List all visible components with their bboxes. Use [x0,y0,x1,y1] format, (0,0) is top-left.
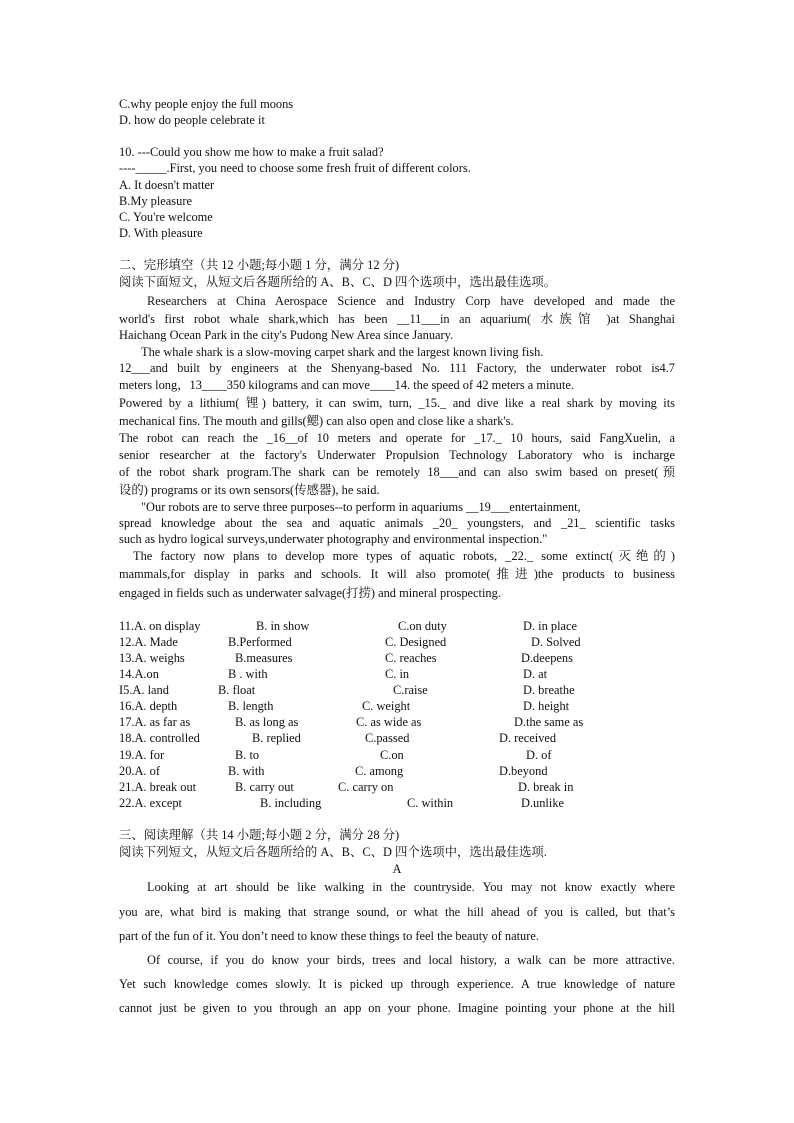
cloze-option: D. of [526,748,552,762]
cloze-line: meters long，13____350 kilograms and can move____14. the speed of 42 meters a minute. [119,378,574,392]
cloze-option: B. in show [256,619,310,633]
cloze-line: Powered by a lithium( 锂) battery, it can swim, turn, _15._ and dive like a real shark by moving its [119,396,675,410]
q10-option-b: B.My pleasure [119,194,192,208]
cloze-option: B.measures [235,651,293,665]
q10-rest: .First, you need to choose some fresh fruit of different colors. [166,161,471,175]
cloze-option: C. as wide as [356,715,422,729]
q9-option-d: D. how do people celebrate it [119,113,265,127]
reading-line: Yet such knowledge comes slowly. It is picked up through experience. A true knowledge of nature [119,977,675,991]
cloze-option: C. within [407,796,454,810]
q10-answer-line [119,161,471,176]
cloze-option: D. at [523,667,548,681]
q10-option-d: D. With pleasure [119,226,203,240]
cloze-option: 14.A.on [119,667,159,681]
cloze-line: engaged in fields such as underwater salvage(打捞) and mineral prospecting. [119,586,501,600]
cloze-option: B. float [218,683,256,697]
cloze-option: D. Solved [531,635,581,649]
reading-line: part of the fun of it. You don’t need to know these things to feel the beauty of nature. [119,929,539,943]
cloze-option: D. breathe [523,683,575,697]
cloze-option: B.Performed [228,635,292,649]
q10-blank: _____ [135,161,167,175]
cloze-option: B. replied [252,731,301,745]
cloze-line: mammals,for display in parks and schools. It will also promote(推进)the products to business [119,567,675,581]
passage-label: A [392,862,402,876]
cloze-option: D.deepens [521,651,573,665]
cloze-option: D.the same as [514,715,584,729]
cloze-option: C. weight [362,699,411,713]
cloze-line: of the robot shark program.The shark can be remotely 18___and can also swim based on preset(预 [119,465,675,479]
cloze-option: I5.A. land [119,683,169,697]
cloze-option: B. length [228,699,274,713]
reading-line: Looking at art should be like walking in the countryside. You may not know exactly where [147,880,675,894]
reading-line: Of course, if you do know your birds, trees and local history, a walk can be more attractive. [147,953,675,967]
cloze-option: B. carry out [235,780,294,794]
cloze-option: 19.A. for [119,748,165,762]
cloze-option: B. as long as [235,715,299,729]
cloze-line: such as hydro logical surveys,underwater photography and environmental inspection." [119,532,548,546]
cloze-option: C.passed [365,731,410,745]
cloze-option: C.on duty [398,619,447,633]
cloze-option: 12.A. Made [119,635,178,649]
q10-option-c: C. You're welcome [119,210,213,224]
cloze-option: D. height [523,699,570,713]
cloze-option: 16.A. depth [119,699,178,713]
cloze-option: 11.A. on display [119,619,201,633]
cloze-line: senior researcher at the factory's Underwater Propulsion Technology Laboratory who is incharge [119,448,675,462]
cloze-option: D.unlike [521,796,565,810]
q9-option-c: C.why people enjoy the full moons [119,97,294,111]
cloze-line: "Our robots are to serve three purposes--to perform in aquariums __19___entertainment, [141,500,581,514]
cloze-option: C.on [380,748,404,762]
cloze-option: D. in place [523,619,578,633]
section3-heading: 三、阅读理解（共 14 小题;每小题 2 分，满分 28 分) [119,828,400,842]
cloze-line: 设的) programs or its own sensors(传感器), he said. [119,483,380,497]
cloze-line: The factory now plans to develop more types of aquatic robots, _22._ some extinct(灭绝的) [133,549,675,563]
cloze-line: 12___and built by engineers at the Shenyang-based No. 111 Factory, the underwater robot is4.7 [119,361,675,375]
cloze-option: B. with [228,764,265,778]
cloze-option: B. to [235,748,260,762]
cloze-option: C. Designed [385,635,447,649]
cloze-line: The whale shark is a slow-moving carpet shark and the largest known living fish. [141,345,544,359]
cloze-option: B. including [260,796,322,810]
cloze-option: 21.A. break out [119,780,197,794]
reading-line: you are, what bird is making that strange sound, or what the hill ahead of you is called, but that’s [119,905,675,919]
cloze-option: 13.A. weighs [119,651,185,665]
cloze-option: 17.A. as far as [119,715,191,729]
reading-line: cannot just be given to you through an app on your phone. Imagine pointing your phone at the hill [119,1001,675,1015]
q10-option-a: A. It doesn't matter [119,178,215,192]
section2-instruction: 阅读下面短文，从短文后各题所给的 A、B、C、D 四个选项中，选出最佳选项。 [119,275,557,289]
cloze-option: C. among [355,764,404,778]
cloze-option: D. break in [518,780,574,794]
section2-heading: 二、完形填空（共 12 小题;每小题 1 分，满分 12 分) [119,258,400,272]
cloze-line: Haichang Ocean Park in the city's Pudong New Area since January. [119,328,454,342]
cloze-option: 18.A. controlled [119,731,200,745]
cloze-line: mechanical fins. The mouth and gills(鳃) can also open and close like a shark's. [119,414,514,428]
q10-stem: 10. ---Could you show me how to make a fruit salad? [119,145,384,159]
cloze-option: 22.A. except [119,796,182,810]
cloze-option: C. carry on [338,780,394,794]
section3-instruction: 阅读下列短文，从短文后各题所给的 A、B、C、D 四个选项中，选出最佳选项. [119,845,547,859]
cloze-option: B . with [228,667,268,681]
cloze-option: 20.A. of [119,764,160,778]
cloze-option: D. received [499,731,557,745]
cloze-option: D.beyond [499,764,548,778]
cloze-line: The robot can reach the _16__of 10 meters and operate for _17._ 10 hours, said FangXuelin, a [119,431,675,445]
cloze-option: C. reaches [385,651,437,665]
cloze-line: spread knowledge about the sea and aquatic animals _20_ youngsters, and _21_ scientific tasks [119,516,675,530]
cloze-line: world's first robot whale shark,which has been __11___in an aquarium( 水族馆 )at Shanghai [119,312,675,326]
q10-prefix: ---- [119,161,136,175]
cloze-option: C. in [385,667,410,681]
cloze-option: C.raise [393,683,428,697]
cloze-line: Researchers at China Aerospace Science and Industry Corp have developed and made the [147,294,675,308]
